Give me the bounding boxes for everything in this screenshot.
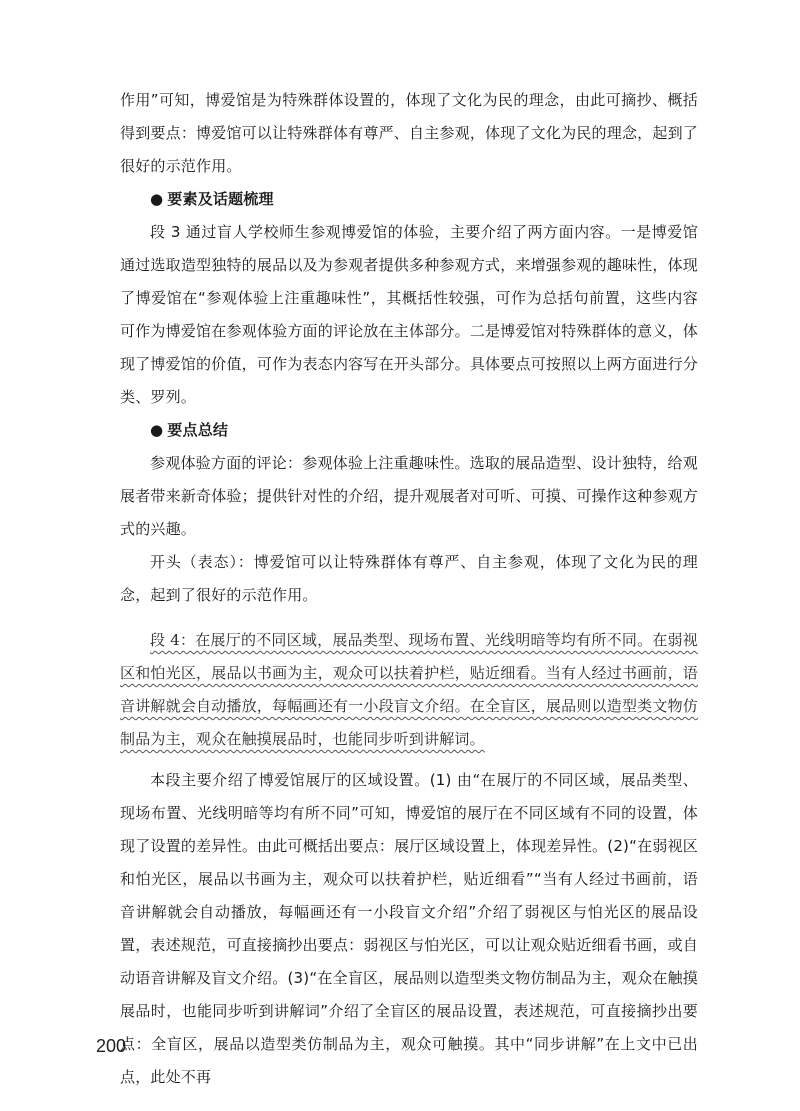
paragraph-summary-comment: 参观体验方面的评论：参观体验上注重趣味性。选取的展品造型、设计独特，给观展者带来新奇体验；提供针对性的介绍，提升观展者对可听、可摸、可操作这种参观方式的兴趣。 bbox=[120, 454, 698, 538]
page-content bbox=[120, 84, 698, 1094]
section-heading-text: 要素及话题梳理 bbox=[167, 190, 274, 208]
section-heading-summary bbox=[120, 414, 698, 447]
paragraph-analysis-section4: 本段主要介绍了博爱馆展厅的区域设置。(1) 由“在展厅的不同区域，展品类型、现场布置、光线明暗等均有所不同”可知，博爱馆的展厅在不同区域有不同的设置，体现了设置的差异性。由此可概括出要点：展厅区域设置上，体现差异性。(2)“在弱视区和怕光区，展品以书画为主，观众可以扶着护栏，贴近细看”“当有人经过书画前，语音讲解就会自动播放，每幅画还有一小段盲文介绍”介绍了弱视区与怕光区的展品设置，表述规范，可直接摘抄出要点：弱视区与怕光区，可以让观众贴近细看书画，或自动语音讲解及盲文介绍。(3)“在全盲区，展品则以造型类文物仿制品为主，观众在触摸展品时，也能同步听到讲解词”介绍了全盲区的展品设置，表述规范，可直接摘抄出要点：全盲区，展品以造型类仿制品为主，观众可触摸。其中“同步讲解”在上文中已出点，此处不再 bbox=[120, 771, 698, 1086]
section-heading-elements bbox=[120, 183, 698, 216]
bullet-icon: ● bbox=[150, 190, 164, 208]
bullet-icon: ● bbox=[150, 421, 164, 439]
quoted-passage-section4: 段 4：在展厅的不同区域，展品类型、现场布置、光线明暗等均有所不同。在弱视区和怕光区，展品以书画为主，观众可以扶着护栏，贴近细看。当有人经过书画前，语音讲解就会自动播放，每幅画还有一小段盲文介绍。在全盲区，展品则以造型类文物仿制品为主，观众在触摸展品时，也能同步听到讲解词。 bbox=[120, 631, 698, 748]
paragraph-summary-opening: 开头（表态）：博爱馆可以让特殊群体有尊严、自主参观，体现了文化为民的理念，起到了很好的示范作用。 bbox=[120, 553, 698, 604]
paragraph-continuation: 作用”可知，博爱馆是为特殊群体设置的，体现了文化为民的理念，由此可摘抄、概括得到要点：博爱馆可以让特殊群体有尊严、自主参观，体现了文化为民的理念，起到了很好的示范作用。 bbox=[120, 91, 698, 175]
paragraph-analysis-section3: 段 3 通过盲人学校师生参观博爱馆的体验，主要介绍了两方面内容。一是博爱馆通过选取造型独特的展品以及为参观者提供多种参观方式，来增强参观的趣味性，体现了博爱馆在“参观体验上注重趣味性”，其概括性较强，可作为总括句前置，这些内容可作为博爱馆在参观体验方面的评论放在主体部分。二是博爱馆对特殊群体的意义，体现了博爱馆的价值，可作为表态内容写在开头部分。具体要点可按照以上两方面进行分类、罗列。 bbox=[120, 223, 698, 406]
page-number: 200 bbox=[96, 1036, 127, 1056]
section-heading-text: 要点总结 bbox=[167, 421, 229, 439]
